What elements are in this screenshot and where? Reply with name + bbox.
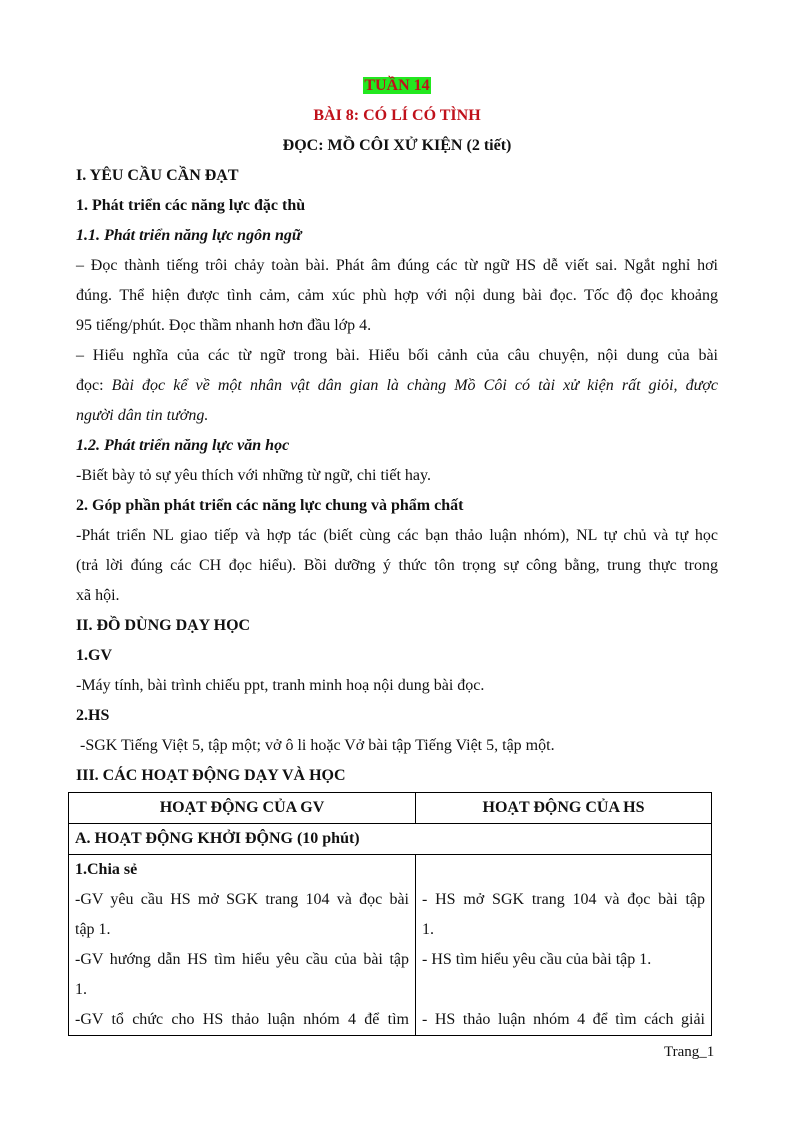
paragraph-4-line-2: (trả lời đúng các CH đọc hiểu). Bồi dưỡng ý thức tôn trọng sự công bằng, trung thực trong	[76, 557, 718, 574]
section-a-heading: A. HOẠT ĐỘNG KHỞI ĐỘNG (10 phút)	[69, 824, 712, 855]
paragraph-5: -Máy tính, bài trình chiếu ppt, tranh minh hoạ nội dung bài đọc.	[76, 677, 485, 694]
section-heading-2: II. ĐỒ DÙNG DẠY HỌC	[76, 617, 251, 634]
sub-heading-chia-se: 1.Chia sẻ	[75, 861, 138, 878]
hs-spacer	[422, 975, 705, 1005]
subsection-heading-1-1-1: 1.1. Phát triển năng lực ngôn ngữ	[76, 227, 302, 244]
paragraph-1-line-1: – Đọc thành tiếng trôi chảy toàn bài. Phát âm đúng các từ ngữ HS dễ viết sai. Ngắt nghỉ hơi	[76, 257, 718, 274]
subsection-heading-1-1-2: 1.2. Phát triển năng lực văn học	[76, 437, 290, 454]
subsection-heading-2-1: 1.GV	[76, 647, 112, 664]
paragraph-1-line-3: 95 tiếng/phút. Đọc thầm nhanh hơn đầu lớp 4.	[76, 317, 372, 334]
column-header-gv: HOẠT ĐỘNG CỦA GV	[69, 793, 416, 824]
page-number: Trang_1	[664, 1044, 715, 1060]
paragraph-3: -Biết bày tỏ sự yêu thích với những từ ngữ, chi tiết hay.	[76, 467, 431, 484]
hs-line: 1.	[422, 921, 434, 938]
gv-line: -GV hướng dẫn HS tìm hiểu yêu cầu của bài tập	[75, 951, 409, 968]
table-header-row	[69, 793, 712, 824]
table-row	[69, 855, 712, 1036]
gv-line: 1.	[75, 981, 87, 998]
paragraph-4-line-3: xã hội.	[76, 587, 120, 604]
subsection-heading-1-2: 2. Góp phần phát triển các năng lực chung và phẩm chất	[76, 497, 464, 514]
paragraph-2-italic: Bài đọc kể về một nhân vật dân gian là chàng Mồ Côi có tài xử kiện rất giỏi, được	[111, 377, 719, 394]
paragraph-4-line-1: -Phát triển NL giao tiếp và hợp tác (biết cùng các bạn thảo luận nhóm), NL tự chủ và tự học	[76, 527, 718, 544]
table-section-row	[69, 824, 712, 855]
activities-table	[68, 792, 712, 1036]
paragraph-6: -SGK Tiếng Việt 5, tập một; vở ô li hoặc Vở bài tập Tiếng Việt 5, tập một.	[76, 737, 555, 754]
paragraph-2-line-2	[76, 376, 718, 396]
gv-line: -GV yêu cầu HS mở SGK trang 104 và đọc bài	[75, 891, 409, 908]
paragraph-1-line-2: đúng. Thể hiện được tình cảm, cảm xúc phù hợp với nội dung bài đọc. Tốc độ đọc khoảng	[76, 287, 718, 304]
gv-activities-cell	[69, 855, 416, 1036]
paragraph-2-line-3: người dân tin tưởng.	[76, 407, 209, 424]
subsection-heading-2-2: 2.HS	[76, 707, 110, 724]
subsection-heading-1-1: 1. Phát triển các năng lực đặc thù	[76, 197, 306, 214]
lesson-title: BÀI 8: CÓ LÍ CÓ TÌNH	[313, 107, 481, 124]
week-highlight: TUẦN 14	[364, 77, 430, 94]
hs-line: - HS mở SGK trang 104 và đọc bài tập	[422, 891, 705, 908]
hs-spacer	[422, 855, 705, 885]
section-heading-3: III. CÁC HOẠT ĐỘNG DẠY VÀ HỌC	[76, 767, 346, 784]
hs-activities-cell	[416, 855, 712, 1036]
paragraph-2-prefix: đọc:	[76, 377, 112, 394]
column-header-hs: HOẠT ĐỘNG CỦA HS	[416, 793, 712, 824]
reading-title: ĐỌC: MỒ CÔI XỬ KIỆN (2 tiết)	[282, 137, 512, 154]
section-heading-1: I. YÊU CẦU CẦN ĐẠT	[76, 167, 239, 184]
hs-line: - HS thảo luận nhóm 4 để tìm cách giải	[422, 1011, 705, 1028]
gv-line: -GV tổ chức cho HS thảo luận nhóm 4 để tìm	[75, 1011, 409, 1028]
hs-line: - HS tìm hiểu yêu cầu của bài tập 1.	[422, 951, 652, 968]
paragraph-2-line-1: – Hiểu nghĩa của các từ ngữ trong bài. Hiểu bối cảnh của câu chuyện, nội dung của bài	[76, 347, 718, 364]
gv-line: tập 1.	[75, 921, 111, 938]
week-title	[0, 76, 794, 96]
